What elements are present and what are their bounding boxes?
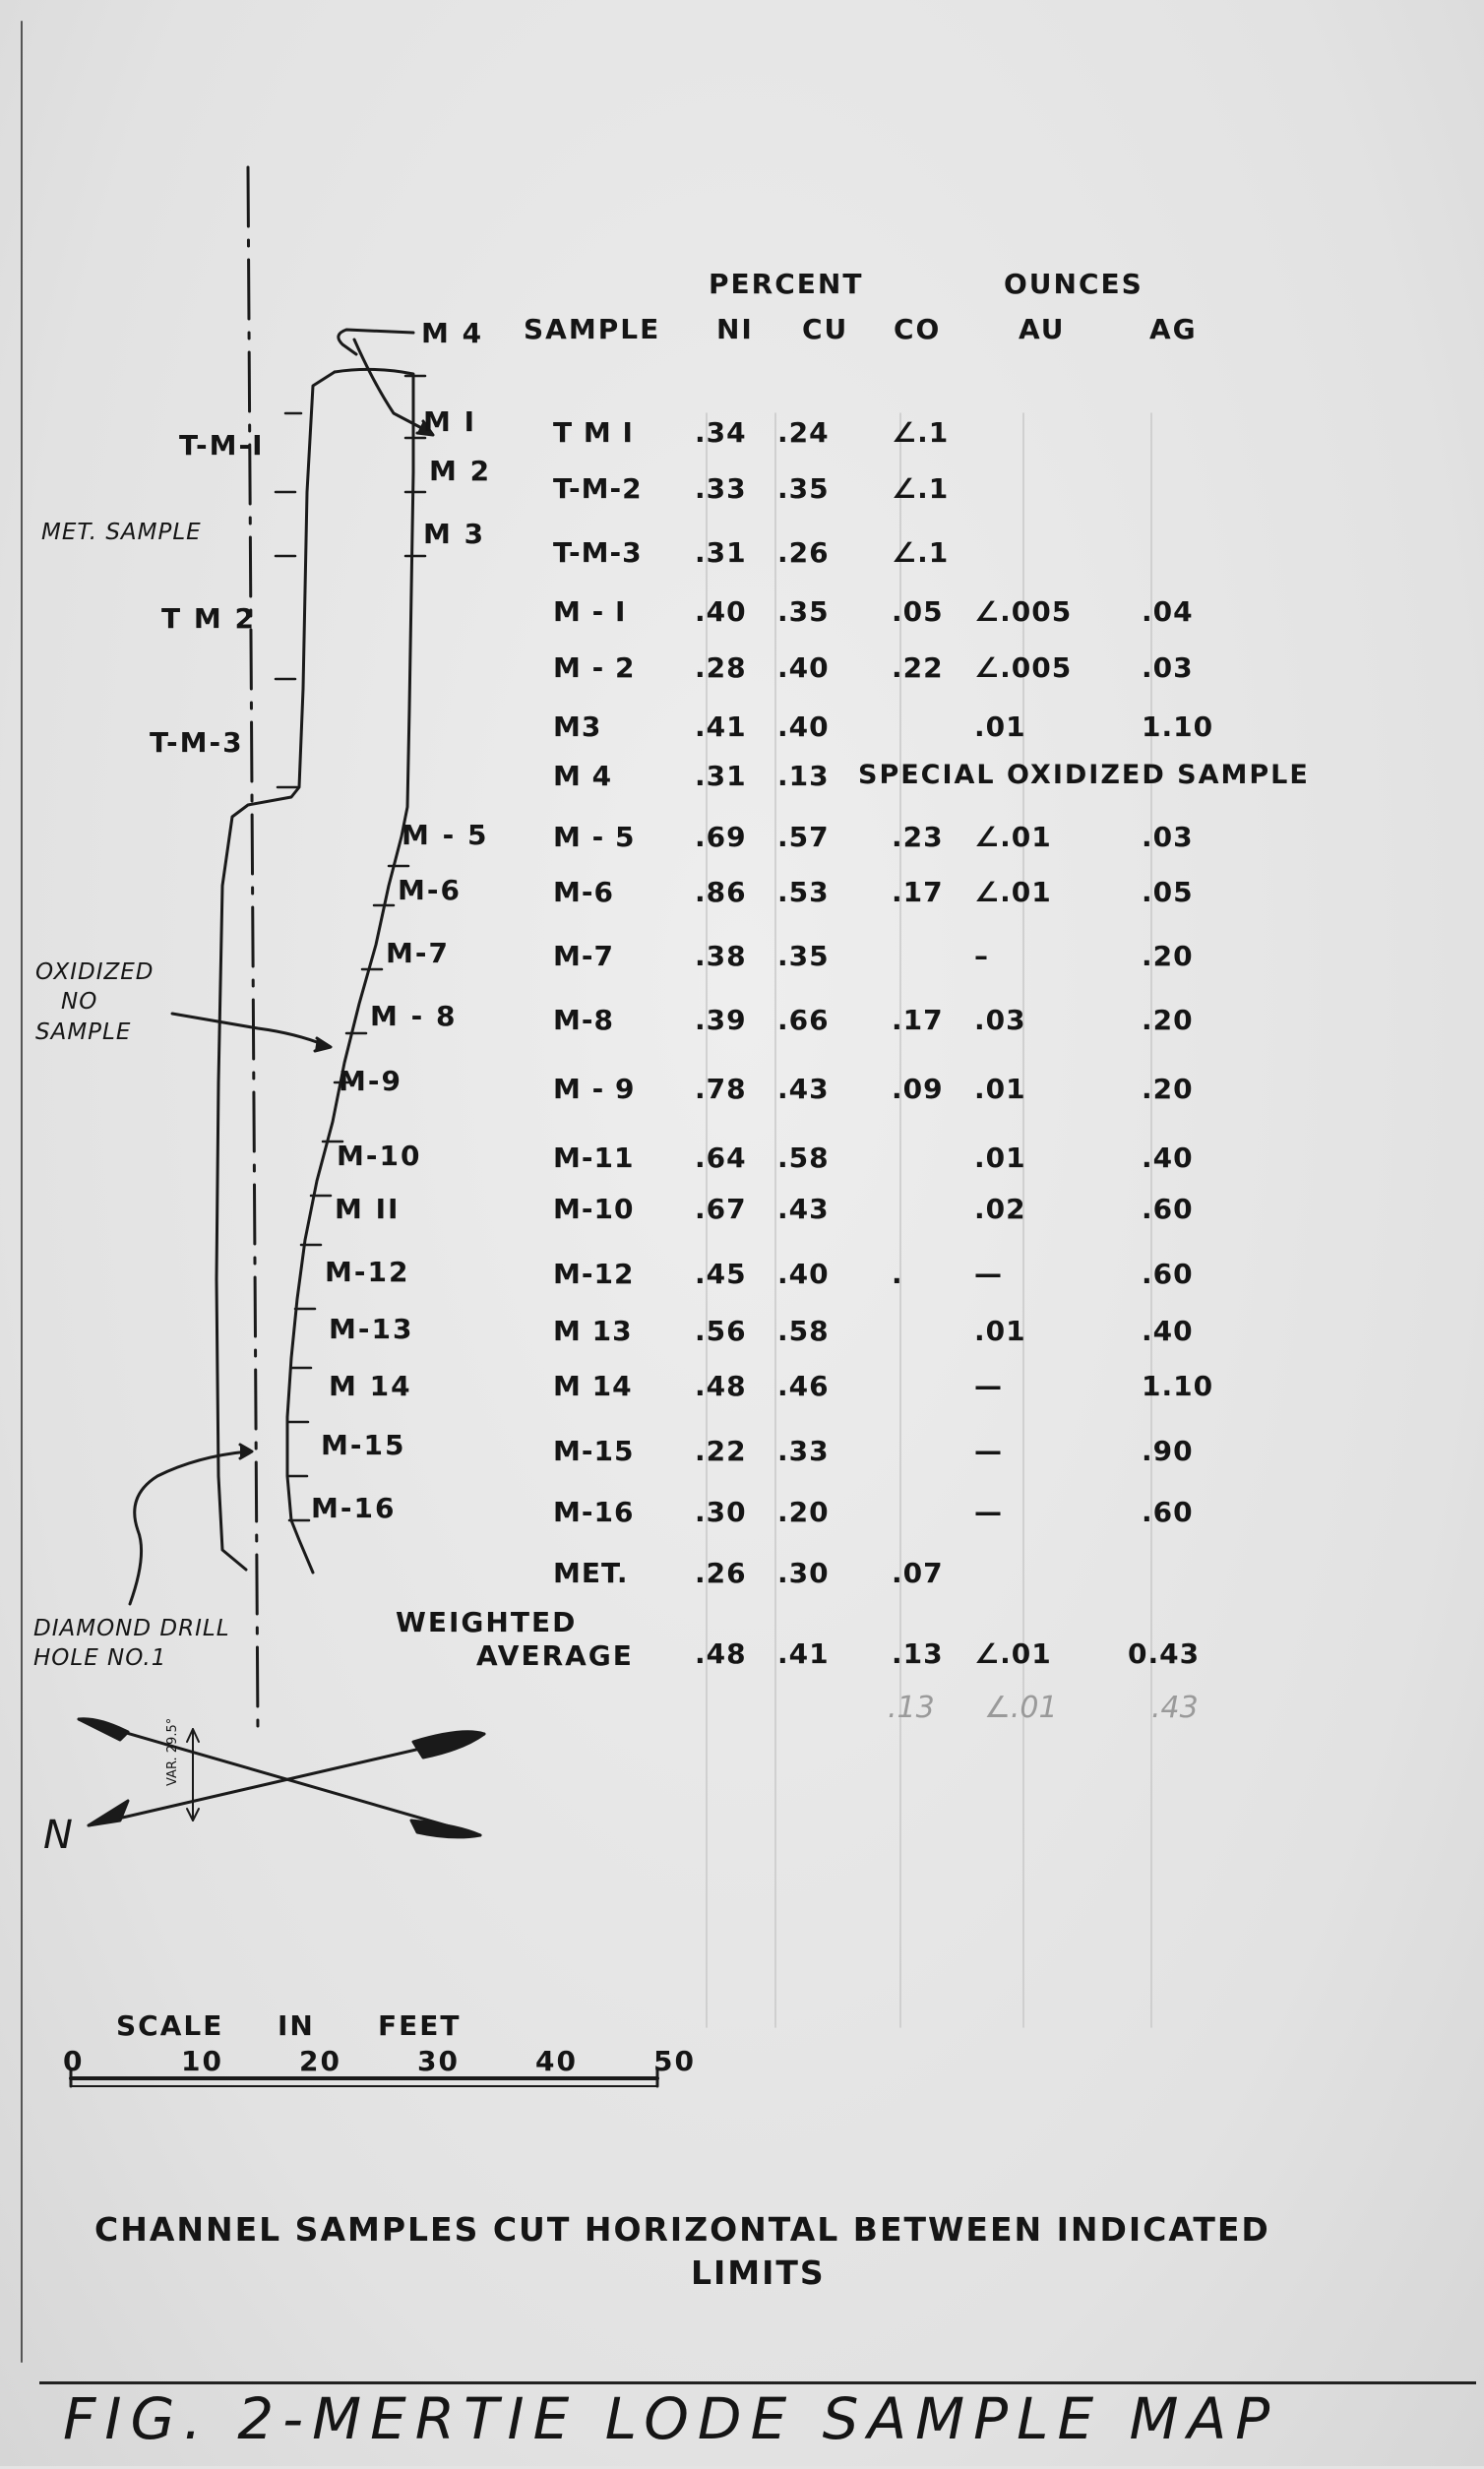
oxidized-leader: [172, 1014, 325, 1045]
cell-cu: .53: [777, 876, 830, 908]
cell-ag: .20: [1142, 1073, 1194, 1105]
figure-title: FIG. 2-MERTIE LODE SAMPLE MAP: [63, 2385, 1279, 2452]
cell-sample: M-6: [553, 876, 614, 908]
cell-ni: .34: [695, 416, 747, 449]
cell-ag: .60: [1142, 1258, 1194, 1290]
variation-label: VAR. 29.5°: [165, 1717, 180, 1786]
cell-cu: .43: [777, 1193, 830, 1225]
cell-ag: .03: [1142, 821, 1194, 853]
cell-ni: .45: [695, 1258, 747, 1290]
sample-location-label: M 4: [421, 317, 484, 349]
cell-sample: M - I: [553, 595, 627, 628]
cell-ni: .48: [695, 1370, 747, 1402]
sample-location-label: M-16: [311, 1492, 397, 1524]
centerline: [248, 167, 258, 1732]
label-drill-1: DIAMOND DRILL: [33, 1616, 230, 1641]
cell-co: .17: [892, 1004, 944, 1036]
cell-ag: .40: [1142, 1142, 1194, 1174]
sample-location-label: M II: [335, 1193, 401, 1225]
cell-au: —: [974, 1370, 1003, 1402]
cell-au: ∠.01: [974, 821, 1052, 853]
cell-co: ∠.1: [892, 472, 950, 505]
cell-au: –: [974, 940, 989, 972]
cell-ni: .31: [695, 536, 747, 569]
cell-ag: 1.10: [1142, 710, 1214, 743]
cell-cu: .33: [777, 1435, 830, 1467]
weighted-label-1: WEIGHTED: [396, 1606, 578, 1638]
cell-cu: .40: [777, 1258, 830, 1290]
cell-sample: M3: [553, 710, 602, 743]
cell-cu: .13: [777, 760, 830, 792]
cell-cu: .35: [777, 595, 830, 628]
scale-tick-label: 50: [653, 2045, 696, 2077]
cell-au: .01: [974, 1073, 1026, 1105]
cell-cu: .46: [777, 1370, 830, 1402]
cell-au: .03: [974, 1004, 1026, 1036]
weighted-ag: 0.43: [1128, 1637, 1201, 1670]
sample-location-label: M - 5: [402, 819, 489, 851]
cell-au: .01: [974, 1315, 1026, 1347]
lode-left-wall: [216, 372, 335, 1570]
footnote-line-1: CHANNEL SAMPLES CUT HORIZONTAL BETWEEN INDICATED: [94, 2210, 1270, 2249]
cell-co: .23: [892, 821, 944, 853]
sample-location-label: M-10: [337, 1140, 422, 1172]
cell-ni: .64: [695, 1142, 747, 1174]
percent-header: PERCENT: [709, 268, 864, 300]
pencil-co: .13: [888, 1691, 935, 1725]
cell-co: ∠.1: [892, 416, 950, 449]
cell-ni: .22: [695, 1435, 747, 1467]
sample-location-label: M I: [423, 405, 477, 438]
scale-title-1: SCALE: [116, 2009, 224, 2042]
label-oxidized-2: NO: [61, 989, 98, 1015]
cell-cu: .58: [777, 1142, 830, 1174]
cell-ni: .38: [695, 940, 747, 972]
cell-ni: .33: [695, 472, 747, 505]
scale-tick-label: 10: [181, 2045, 223, 2077]
footnote-line-2: LIMITS: [691, 2253, 826, 2292]
cell-sample: MET.: [553, 1557, 629, 1589]
cell-ni: .67: [695, 1193, 747, 1225]
ounces-header: OUNCES: [1004, 268, 1144, 300]
cell-au: —: [974, 1258, 1003, 1290]
weighted-au: ∠.01: [974, 1637, 1052, 1670]
special-note: SPECIAL OXIDIZED SAMPLE: [858, 760, 1310, 790]
cell-au: ∠.005: [974, 595, 1073, 628]
ag-header: AG: [1149, 313, 1198, 345]
weighted-ni: .48: [695, 1637, 747, 1670]
cell-ni: .28: [695, 651, 747, 684]
cell-cu: .24: [777, 416, 830, 449]
cell-ni: .30: [695, 1496, 747, 1528]
cell-co: .07: [892, 1557, 944, 1589]
cell-co: ∠.1: [892, 536, 950, 569]
cell-au: .02: [974, 1193, 1026, 1225]
cell-sample: M - 5: [553, 821, 636, 853]
label-drill-2: HOLE NO.1: [33, 1645, 167, 1671]
cell-co: .17: [892, 876, 944, 908]
cell-cu: .30: [777, 1557, 830, 1589]
cell-ni: .41: [695, 710, 747, 743]
cell-au: .01: [974, 1142, 1026, 1174]
sample-location-label: M 2: [429, 455, 492, 487]
cell-au: ∠.005: [974, 651, 1073, 684]
cell-sample: T-M-2: [553, 472, 643, 505]
cu-header: CU: [802, 313, 849, 345]
scale-title-3: FEET: [378, 2009, 462, 2042]
cell-co: .22: [892, 651, 944, 684]
cell-co: .09: [892, 1073, 944, 1105]
weighted-cu: .41: [777, 1637, 830, 1670]
ni-header: NI: [716, 313, 754, 345]
cell-ag: .20: [1142, 940, 1194, 972]
sample-location-label: M-12: [325, 1256, 410, 1288]
sample-location-label: M-9: [339, 1065, 402, 1097]
cell-sample: T-M-3: [553, 536, 643, 569]
cell-ag: .20: [1142, 1004, 1194, 1036]
cell-au: —: [974, 1496, 1003, 1528]
cell-ag: .40: [1142, 1315, 1194, 1347]
cell-sample: M-15: [553, 1435, 635, 1467]
cell-au: —: [974, 1435, 1003, 1467]
cell-ag: .60: [1142, 1193, 1194, 1225]
cell-cu: .40: [777, 710, 830, 743]
cell-cu: .35: [777, 940, 830, 972]
sample-location-label: M-13: [329, 1313, 414, 1345]
cell-sample: M-7: [553, 940, 614, 972]
sample-location-label: M - 8: [370, 1000, 458, 1032]
cell-cu: .57: [777, 821, 830, 853]
cell-ni: .31: [695, 760, 747, 792]
cell-ni: .78: [695, 1073, 747, 1105]
pencil-au: ∠.01: [984, 1691, 1058, 1725]
scale-tick-label: 30: [417, 2045, 460, 2077]
label-tm3: T-M-3: [150, 726, 244, 759]
cell-sample: T M I: [553, 416, 634, 449]
cell-sample: M-8: [553, 1004, 614, 1036]
cell-co: .: [892, 1258, 903, 1290]
north-label: N: [43, 1813, 73, 1858]
cell-ag: .05: [1142, 876, 1194, 908]
cell-ag: .60: [1142, 1496, 1194, 1528]
cell-sample: M - 2: [553, 651, 636, 684]
cell-ni: .40: [695, 595, 747, 628]
weighted-label-2: AVERAGE: [476, 1639, 634, 1672]
cell-sample: M-11: [553, 1142, 635, 1174]
sample-location-label: M-15: [321, 1429, 406, 1461]
label-oxidized-3: SAMPLE: [35, 1019, 132, 1045]
scale-tick-label: 20: [299, 2045, 341, 2077]
cell-sample: M 14: [553, 1370, 633, 1402]
cell-ag: 1.10: [1142, 1370, 1214, 1402]
pencil-ag: .43: [1151, 1691, 1199, 1725]
m4-leader: [339, 330, 413, 354]
cell-ni: .69: [695, 821, 747, 853]
cell-sample: M 13: [553, 1315, 633, 1347]
au-header: AU: [1019, 313, 1066, 345]
north-arrow: [79, 1719, 484, 1837]
sample-location-label: M 3: [423, 518, 486, 550]
label-met-sample: MET. SAMPLE: [41, 520, 202, 545]
cell-sample: M-16: [553, 1496, 635, 1528]
scale-tick-label: 40: [535, 2045, 578, 2077]
sample-location-label: M 14: [329, 1370, 412, 1402]
label-tm1: T-M-I: [179, 429, 265, 462]
cell-au: ∠.01: [974, 876, 1052, 908]
cell-cu: .20: [777, 1496, 830, 1528]
scale-tick-label: 0: [63, 2045, 85, 2077]
label-oxidized-1: OXIDIZED: [35, 959, 155, 985]
cell-sample: M 4: [553, 760, 613, 792]
label-tm2: T M 2: [161, 602, 256, 635]
cell-sample: M-12: [553, 1258, 635, 1290]
cell-cu: .35: [777, 472, 830, 505]
cell-sample: M - 9: [553, 1073, 636, 1105]
weighted-co: .13: [892, 1637, 944, 1670]
cell-cu: .26: [777, 536, 830, 569]
cell-ni: .86: [695, 876, 747, 908]
cell-ag: .03: [1142, 651, 1194, 684]
cell-ni: .56: [695, 1315, 747, 1347]
cell-ni: .39: [695, 1004, 747, 1036]
cell-co: .05: [892, 595, 944, 628]
cell-cu: .58: [777, 1315, 830, 1347]
sample-location-label: M-7: [386, 937, 450, 969]
cell-ag: .04: [1142, 595, 1194, 628]
scale-title-2: IN: [278, 2009, 315, 2042]
cell-cu: .40: [777, 651, 830, 684]
sample-header: SAMPLE: [524, 313, 661, 345]
cell-sample: M-10: [553, 1193, 635, 1225]
drill-leader: [130, 1451, 248, 1604]
cell-ag: .90: [1142, 1435, 1194, 1467]
sample-location-label: M-6: [398, 874, 462, 906]
cell-au: .01: [974, 710, 1026, 743]
cell-cu: .43: [777, 1073, 830, 1105]
co-header: CO: [894, 313, 942, 345]
cell-ni: .26: [695, 1557, 747, 1589]
cell-cu: .66: [777, 1004, 830, 1036]
